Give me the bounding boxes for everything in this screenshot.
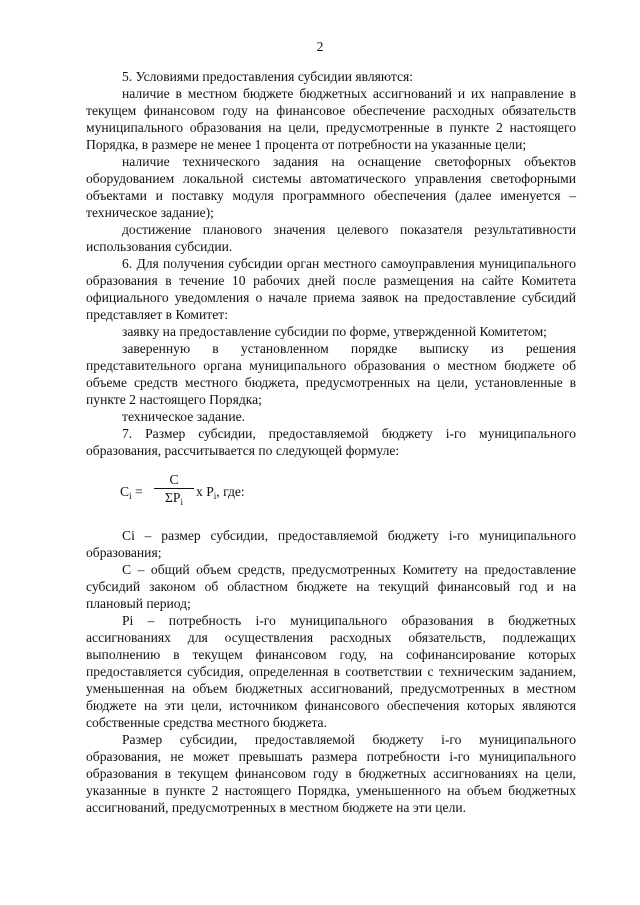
paragraph-ci-definition: Ci – размер субсидии, предоставляемой бюджету i-го муниципального образования; [86, 528, 576, 560]
formula-numerator: C [169, 472, 179, 487]
paragraph-subsidy-limit: Размер субсидии, предоставляемой бюджету i-го муниципального образования, не может превышать размера потребности i-го муниципального образования в текущем финансовом году в бюджетных ассигнованиях на цели, указанные в пункте 2 настоящего Порядка, уменьшенного на объем бюджетных ассигнований, предусмотренных в местном бюджете на эти цели. [86, 732, 576, 815]
paragraph-condition-target: достижение планового значения целевого показателя результативности использования субсидии. [86, 222, 576, 254]
paragraph-extract: заверенную в установленном порядке выписку из решения представительного органа муниципального образования о местном бюджете об объеме средств местного бюджета, предусмотренных на цели, установленные в пункте 2 настоящего Порядка; [86, 341, 576, 407]
subsidy-formula [86, 467, 576, 521]
formula-denominator: $\Sigma P_i$ [165, 490, 183, 507]
paragraph-6: 6. Для получения субсидии орган местного самоуправления муниципального образования в течение 10 рабочих дней после размещения на сайте Комитета официального уведомления о начале приема заявок на предоставление субсидий представляет в Комитет: [86, 256, 576, 322]
paragraph-5-heading: 5. Условиями предоставления субсидии являются: [122, 69, 414, 84]
formula-fraction [154, 472, 194, 510]
paragraph-condition-technical-task: наличие технического задания на оснащение светофорных объектов оборудованием локальной системы автоматического управления светофорными объектами и поставку модуля программного обеспечения (далее именуется – техническое задание); [86, 154, 576, 220]
paragraph-application: заявку на предоставление субсидии по форме, утвержденной Комитетом; [122, 324, 547, 339]
document-body [86, 68, 576, 816]
page-number: 2 [316, 39, 324, 54]
fraction-bar [154, 488, 194, 489]
formula-rhs: x $P_i$, где: [196, 484, 245, 501]
paragraph-condition-budget: наличие в местном бюджете бюджетных ассигнований и их направление в текущем финансовом году на финансовое обеспечение расходных обязательств муниципального образования на цели, предусмотренные в пункте 2 настоящего Порядка, в размере не менее 1 процента от потребности на указанные цели; [86, 86, 576, 152]
paragraph-technical-task: техническое задание. [122, 409, 246, 424]
paragraph-7: 7. Размер субсидии, предоставляемой бюджету i-го муниципального образования, рассчитывается по следующей формуле: [86, 426, 576, 458]
paragraph-c-definition: C – общий объем средств, предусмотренных Комитету на предоставление субсидий законом об областном бюджете на текущий финансовый год и на плановый период; [86, 562, 576, 611]
paragraph-pi-definition: Pi – потребность i-го муниципального образования в бюджетных ассигнованиях для осуществления расходных обязательств, подлежащих выполнению в текущем финансовом году, на софинансирование которых предоставляется субсидия, определенная в соответствии с техническим заданием, уменьшенная на объем бюджетных ассигнований, предусмотренных в местном бюджете на эти цели, источником финансового обеспечения которых являются собственные средства местного бюджета. [86, 613, 576, 730]
formula-lhs: $C_i$ = [120, 484, 143, 501]
